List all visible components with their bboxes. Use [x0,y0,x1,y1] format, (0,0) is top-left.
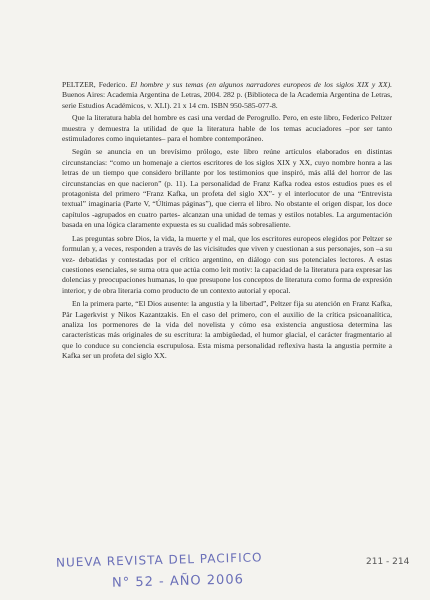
review-text [62,80,392,365]
handwritten-journal-name: NUEVA REVISTA DEL PACIFICO [55,550,263,570]
handwritten-issue-year: N° 52 - AÑO 2006 [111,572,245,591]
reference-author: PELTZER, Federico. [62,80,128,89]
bibliographic-reference [62,80,392,111]
paragraph-1: Que la literatura habla del hombre es casi una verdad de Perogrullo. Pero, en este libro, Federico Peltzer muestra y demuestra la utilidad de que la literatura hable de los temas acuciadores –por ser tanto estimuladores como inquietantes– para el hombre contemporáneo. [62,113,392,144]
handwritten-page-range: 211 - 214 [366,557,410,567]
reference-title: El hombre y sus temas (en algunos narradores europeos de los siglos XIX y XX). [130,80,393,89]
paragraph-3: Las preguntas sobre Dios, la vida, la muerte y el mal, que los escritores europeos elegidos por Peltzer se formulan y, a veces, responden a través de las vicisitudes que viven y cuestionan a sus personajes, son –a su vez- debatidas y contestadas por el crítico argentino, en diálogo con sus potenciales lectores. A estas cuestiones esenciales, se suma otra que actúa como leit motiv: la capacidad de la literatura para expresar las dolencias y preocupaciones humanas, lo que presupone los conceptos de literatura como forma de expresión interior, y de obra literaria como producto de un contexto autorial y epocal. [62,233,392,295]
reference-details: Buenos Aires: Academia Argentina de Letras, 2004. 282 p. (Biblioteca de la Academia Argentina de Letras, serie Estudios Académicos, v. XLI). 21 x 14 cm. ISBN 950-585-077-8. [62,90,392,110]
paragraph-2: Según se anuncia en un brevísimo prólogo, este libro reúne artículos elaborados en distintas circunstancias: “como un homenaje a ciertos escritores de los siglos XIX y XX, cuyo nombre honra a las letras de un tiempo que considero brillante por los testimonios que inspiró, más allá del horror de las circunstancias en que nacieron” (p. 11). La personalidad de Franz Kafka rodea estos estudios pues es el protagonista del primero “Franz Kafka, un profeta del siglo XX”- y el interlocutor de una “Entrevista textual” imaginaria (Parte V, “Últimas páginas”), que cierra el libro. No obstante el origen dispar, los doce capítulos -agrupados en cuatro partes- alcanzan una unidad de temas y estilos notables. La argumentación basada en una lógica claramente expuesta es su cualidad más sobresaliente. [62,147,392,230]
paragraph-4: En la primera parte, “El Dios ausente: la angustia y la libertad”, Peltzer fija su atención en Franz Kafka, Pär Lagerkvist y Nikos Kazantzakis. En el caso del primero, con el auxilio de la crítica psicoanalítica, analiza los pormenores de la vida del novelista y cómo esa existencia angustiosa determina las características más originales de su escritura: la ambigüedad, el humor glacial, el carácter fragmentario al que lo conduce su conciencia escrupulosa. Esta misma personalidad reflexiva hasta la angustia permite a Kafka ser un profeta del siglo XX. [62,299,392,361]
